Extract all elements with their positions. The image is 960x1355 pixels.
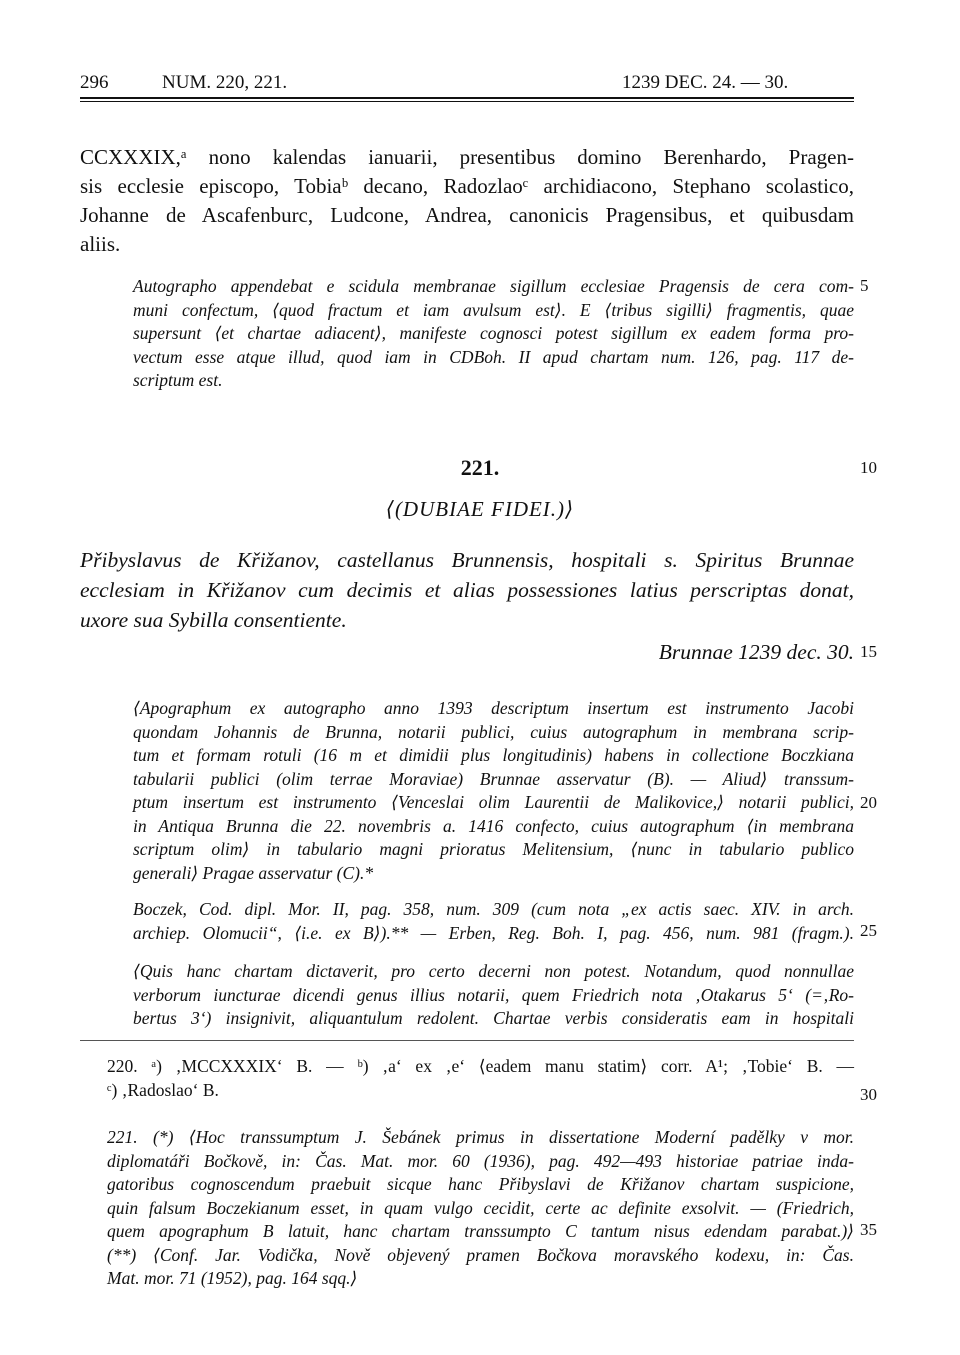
text-line: scriptum est. bbox=[133, 370, 223, 390]
text-line: Autographo appendebat e scidula membranae sigillum ecclesiae Pragensis de cera com- bbox=[133, 276, 854, 296]
line-number: 20 bbox=[860, 793, 877, 812]
running-head-date: 1239 DEC. 24. — 30. bbox=[622, 72, 789, 93]
text-line: quin falsum Boczekianum esset, in quam vulgo cecidit, certe ac definite exsolvit. — (Friedrich, bbox=[107, 1197, 854, 1218]
text-line: bertus 3‘) insignivit, aliquantulum redolent. Chartae verbis consideratis eam in hospitali bbox=[133, 1008, 854, 1028]
text-line: ecclesiam in Křižanov cum decimis et alias possessiones latius perscriptas donat, bbox=[80, 578, 854, 602]
page-number: 296 bbox=[80, 72, 109, 93]
footnotes-221 bbox=[107, 1126, 854, 1291]
text-line: quondam Johannis de Brunna, notarii publici, cuius autographum in membrana scrip- bbox=[133, 721, 854, 742]
footnote-separator bbox=[80, 1040, 854, 1041]
text-line: aliis. bbox=[80, 232, 121, 256]
doc221-editions bbox=[133, 898, 854, 945]
text-line: scriptum olim⟩ in tabulario magni prioratus Melitensium, ⟨nunc in tabulario publico bbox=[133, 839, 854, 859]
text-line: CCXXXIX,ᵃ nono kalendas ianuarii, presentibus domino Berenhardo, Pragen- bbox=[80, 145, 854, 169]
doc220-seal-note bbox=[133, 275, 854, 393]
text-line: muni confectum, ⟨quod fractum et iam avulsum est⟩. E ⟨tribus sigilli⟩ fragmentis, quae bbox=[133, 299, 854, 320]
doc221-comment bbox=[133, 960, 854, 1031]
text-line: ⟨Quis hanc chartam dictaverit, pro certo decerni non potest. Notandum, quod nonnullae bbox=[133, 961, 854, 981]
text-line: Mat. mor. 71 (1952), pag. 164 sqq.⟩ bbox=[107, 1268, 358, 1288]
doc221-number: 221. bbox=[460, 455, 500, 480]
line-number: 35 bbox=[860, 1220, 877, 1239]
text-line: 221. (*) ⟨Hoc transsumptum J. Šebánek primus in dissertatione Moderní padělky v mor. bbox=[107, 1127, 854, 1147]
text-line: (**) ⟨Conf. Jar. Vodička, Nově objevený pramen Bočkova moravského kodexu, in: Čas. bbox=[107, 1244, 854, 1265]
line-number: 5 bbox=[860, 276, 869, 295]
text-line: tum et formam rotuli (16 m et dimidii plus longitudinis) habens in collectione Boczkiana bbox=[133, 745, 854, 765]
text-line: 220. ᵃ) ‚MCCXXXIX‘ B. — ᵇ) ‚a‘ ex ‚e‘ ⟨eadem manu statim⟩ corr. A¹; ‚Tobie‘ B. — bbox=[107, 1056, 854, 1076]
text-line: Boczek, Cod. dipl. Mor. II, pag. 358, num. 309 (cum nota „ex actis saec. XIV. in arch. bbox=[133, 899, 854, 919]
text-line: vectum esse atque illud, quod iam in CDBoh. II apud chartam num. 126, pag. 117 de- bbox=[133, 346, 854, 367]
text-line: sis ecclesie episcopo, Tobiaᵇ decano, Radozlaoᶜ archidiacono, Stephano scolastico, bbox=[80, 174, 854, 198]
line-number: 30 bbox=[860, 1085, 877, 1104]
running-head-section: NUM. 220, 221. bbox=[162, 72, 288, 93]
doc221-dubiae-fidei: ⟨(DUBIAE FIDEI.)⟩ bbox=[385, 497, 575, 521]
text-line: ptum insertum est instrumento ⟨Venceslai olim Laurentii de Malikovice,⟩ notarii publici, bbox=[133, 792, 854, 812]
text-line: quem apographum B latuit, hanc chartam transsumpto C tantum nisus edendam parabat.)⟩ bbox=[107, 1221, 854, 1241]
text-line: verborum iuncturae dicendi genus illius notarii, quem Friedrich nota ‚Otakarus 5‘ (=‚Ro- bbox=[133, 984, 854, 1005]
text-line: uxore sua Sybilla consentiente. bbox=[80, 608, 347, 632]
doc221-apparatus bbox=[133, 697, 854, 885]
doc221-regest bbox=[80, 545, 854, 635]
text-line: diplomatáři Bočkově, in: Čas. Mat. mor. 60 (1936), pag. 492—493 historiae patriae inda- bbox=[107, 1150, 854, 1171]
line-number: 10 bbox=[860, 458, 877, 477]
footnotes-220 bbox=[107, 1055, 854, 1102]
line-number: 15 bbox=[860, 642, 877, 661]
header-rule bbox=[80, 97, 854, 99]
doc221-place-date: Brunnae 1239 dec. 30. bbox=[658, 640, 854, 664]
text-line: supersunt ⟨et chartae adiacent⟩, manifeste cognosci potest sigillum ex eadem forma pro- bbox=[133, 323, 854, 343]
text-line: in Antiqua Brunna die 22. novembris a. 1416 confecto, cuius autographum ⟨in membrana bbox=[133, 815, 854, 836]
text-line: archiep. Olomucii“, ⟨i.e. ex B⟩).** — Erben, Reg. Boh. I, pag. 456, num. 981 (fragm.). bbox=[133, 922, 854, 943]
line-number: 25 bbox=[860, 921, 877, 940]
text-line: ⟨Apographum ex autographo anno 1393 descriptum insertum est instrumento Jacobi bbox=[133, 698, 854, 718]
doc220-dating-clause bbox=[80, 143, 854, 259]
text-line: ᶜ) ‚Radoslao‘ B. bbox=[107, 1079, 219, 1100]
header-rule-thin bbox=[80, 101, 854, 102]
text-line: tabularii publici (olim terrae Moraviae) Brunnae asservatur (B). — Aliud⟩ transsum- bbox=[133, 768, 854, 789]
text-line: Přibyslavus de Křižanov, castellanus Brunnensis, hospitali s. Spiritus Brunnae bbox=[80, 548, 854, 572]
text-line: generali⟩ Pragae asservatur (C).* bbox=[133, 862, 374, 883]
text-line: Johanne de Ascafenburc, Ludcone, Andrea, canonicis Pragensibus, et quibusdam bbox=[80, 203, 854, 227]
text-line: gatoribus cognoscendum praebuit sicque hanc Přibyslavi de Křižanov chartam suspicione, bbox=[107, 1174, 854, 1194]
